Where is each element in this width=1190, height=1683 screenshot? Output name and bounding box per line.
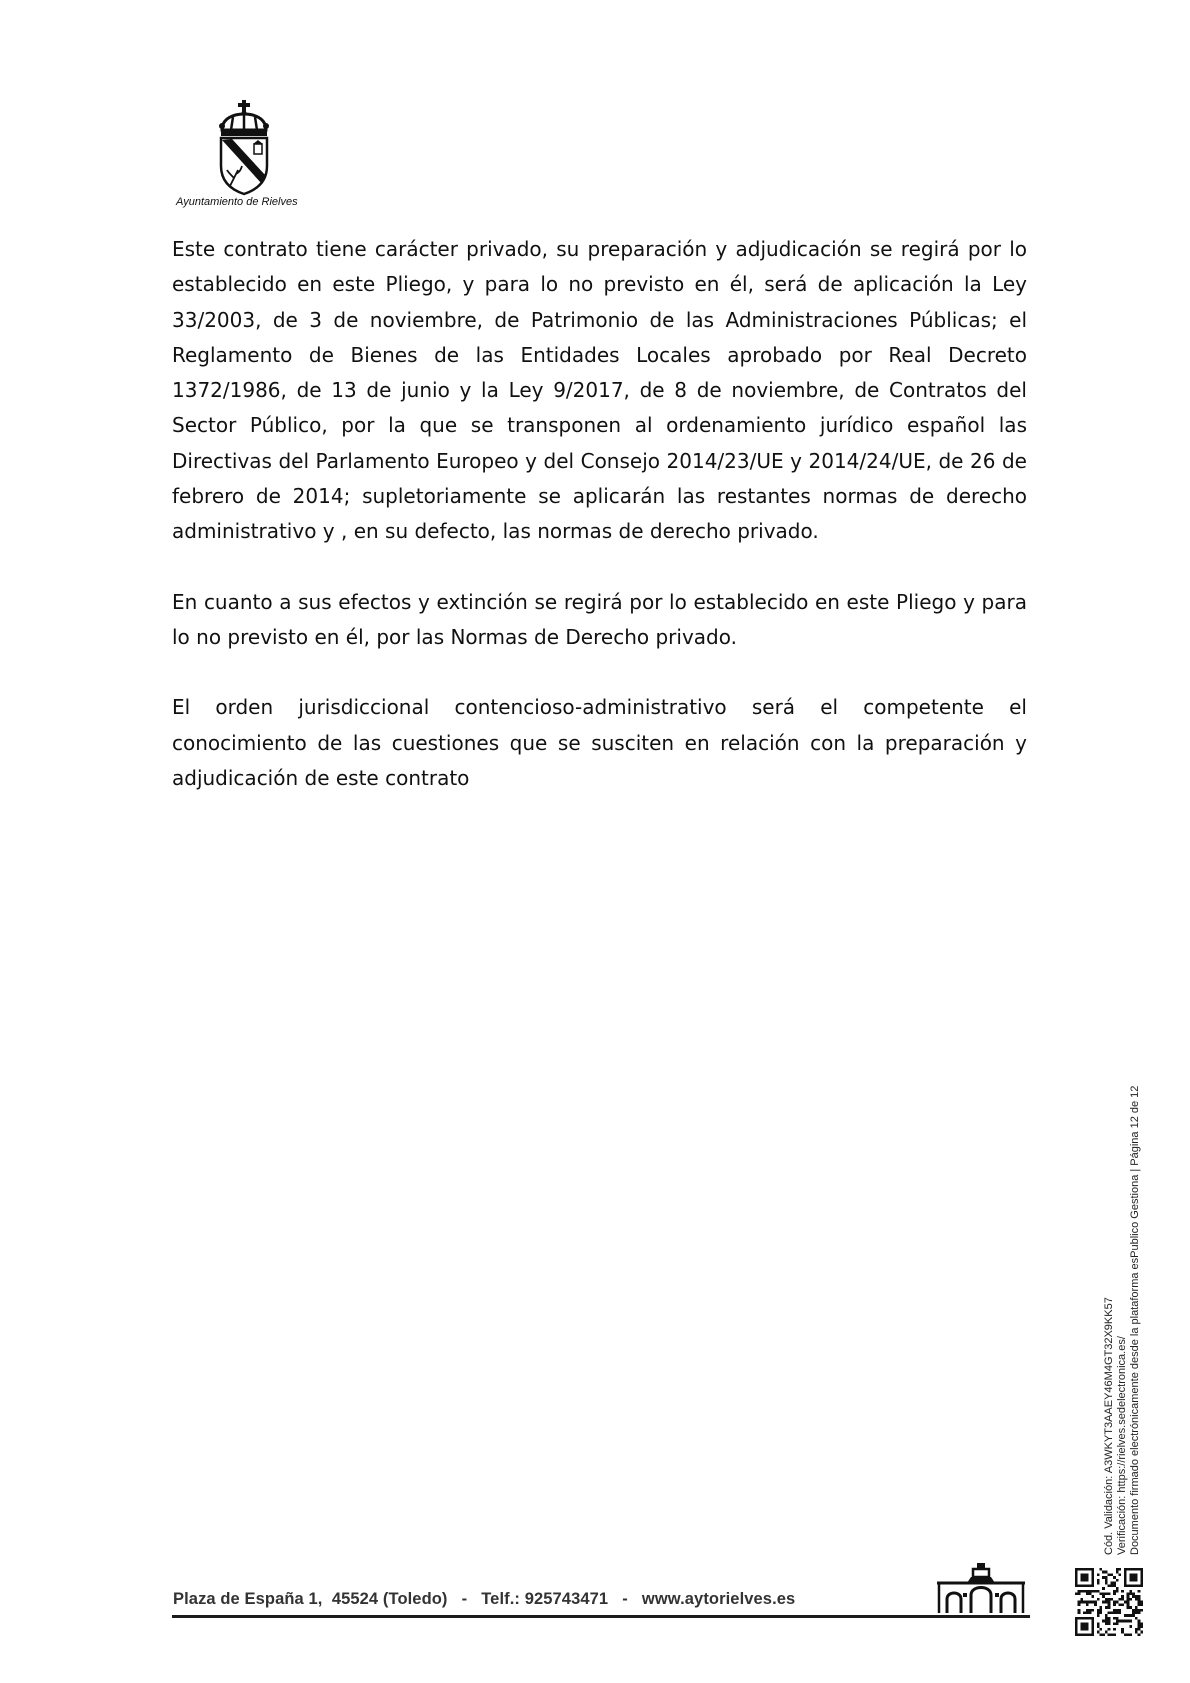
signature-note: Documento firmado electrónicamente desde la plataforma esPublico Gestiona | Página 12 de 12 xyxy=(1129,1085,1141,1555)
footer-address: Plaza de España 1, 45524 (Toledo) - Telf.: 925743471 - www.aytorielves.es xyxy=(173,1590,796,1608)
document-body xyxy=(172,232,1027,831)
municipal-coat-of-arms-icon xyxy=(216,100,272,196)
paragraph-legal-framework: Este contrato tiene carácter privado, su preparación y adjudicación se regirá por lo establecido en este Pliego, y para lo no previsto en él, será de aplicación la Ley 33/2003, de 3 de noviembre, de Patrimonio de las Administraciones Públicas; el Reglamento de Bienes de las Entidades Locales aprobado por Real Decreto 1372/1986, de 13 de junio y la Ley 9/2017, de 8 de noviembre, de Contratos del Sector Público, por la que se transponen al ordenamiento jurídico español las Directivas del Parlamento Europeo y del Consejo 2014/23/UE y 2014/24/UE, de 26 de febrero de 2014; supletoriamente se aplicarán las restantes normas de derecho administrativo y , en su defecto, las normas de derecho privado. xyxy=(172,237,1027,544)
crest-caption: Ayuntamiento de Rielves xyxy=(176,196,298,208)
town-hall-building-icon xyxy=(933,1563,1029,1617)
validation-code: Cód. Validación: A3WKYT3AAEY46M4GT32X9KK57 xyxy=(1103,1297,1115,1555)
paragraph-jurisdiction: El orden jurisdiccional contencioso-administrativo será el competente el conocimiento de las cuestiones que se susciten en relación con la preparación y adjudicación de este contrato xyxy=(172,695,1027,790)
footer-divider xyxy=(172,1615,1030,1618)
validation-stamp xyxy=(1103,1086,1142,1555)
verification-url[interactable]: Verificación: https://rielves.sedelectronica.es/ xyxy=(1116,1336,1128,1555)
paragraph-effects-extinction: En cuanto a sus efectos y extinción se regirá por lo establecido en este Pliego y para lo no previsto en él, por las Normas de Derecho privado. xyxy=(172,589,1027,649)
qr-code-icon[interactable] xyxy=(1075,1568,1143,1636)
